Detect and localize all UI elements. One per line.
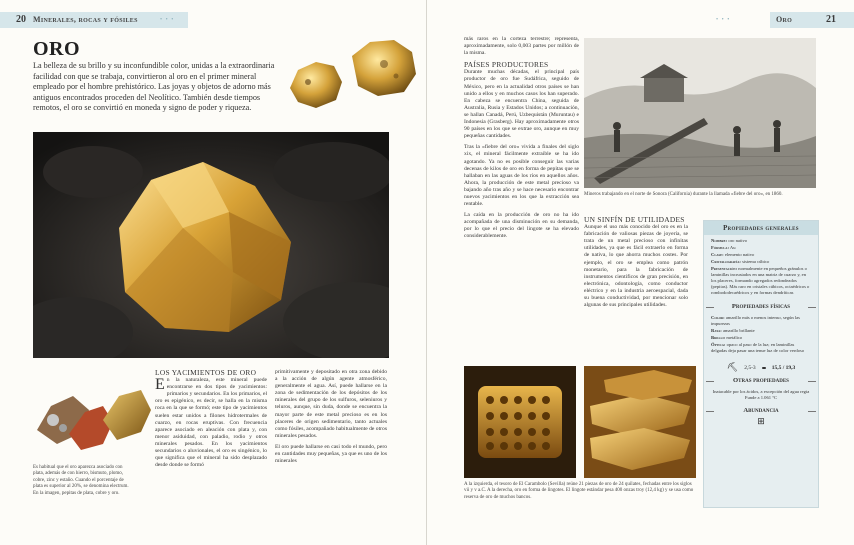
gold-on-rock-image	[33, 132, 389, 358]
property-value: Au	[729, 245, 736, 250]
left-page-number: 20	[16, 14, 26, 25]
density-icon	[762, 367, 766, 369]
column-paises	[464, 36, 579, 245]
right-running-head: Oro	[776, 15, 793, 24]
property-value: oro nativo	[727, 238, 748, 243]
page-title: ORO	[33, 38, 81, 60]
property-value: opaco al paso de la luz; en laminillas delgadas deja pasar una tenue luz de color verdoso	[711, 342, 805, 353]
property-key: Color:	[711, 315, 725, 320]
property-key: Óptica:	[711, 342, 726, 347]
property-key: Brillo:	[711, 335, 726, 340]
physical-properties-header: Propiedades físicas	[704, 303, 818, 310]
treasure-caption: A la izquierda, el tesoro de El Carambolo (Sevilla) reúne 21 piezas de oro de 24 quilates, fechadas entre los siglos vii y v a.C. A la derecha, oro en forma de lingotes. El lingote estándar pesa 400 onzas troy (12,4 kg) y se usa como reserva de oro de muchos bancos.	[464, 482, 694, 500]
gold-nuggets-image	[286, 36, 426, 116]
density-value: 15,5 / 19,3	[771, 364, 796, 371]
general-property-item	[711, 252, 811, 258]
property-key: Fórmula:	[711, 245, 730, 250]
property-value: sistema cúbico	[740, 259, 770, 264]
yacimientos-column-1	[155, 369, 267, 473]
physical-property-item	[711, 342, 811, 354]
property-value: elemento nativo	[723, 252, 755, 257]
general-property-item	[711, 245, 811, 251]
general-property-item	[711, 238, 811, 244]
property-key: Presentación:	[711, 266, 738, 271]
property-key: Clase:	[711, 252, 724, 257]
property-value: metálico	[725, 335, 743, 340]
yacimientos-p2: primitivamente y depositado en otra zona debido a la acción de algún agente atmosférico, generalmente el agua. Así, puede hallarse en la zona de sedimentación de los depósitos de los minerales del grupo de los sulfuros, seleniuros y teluros, aunque, sin duda, donde se encuentra la mayor parte de este metal precioso es en los placeres de origen sedimentario, tanto actuales como fósiles, acompañado habitualmente de otros minerales pesados.	[275, 369, 387, 439]
general-properties-list	[704, 235, 818, 300]
general-property-item	[711, 259, 811, 265]
property-value: amarillo más o menos intenso, según las impurezas	[711, 315, 800, 326]
header-dots-right: • • •	[716, 17, 731, 23]
header-dots-left: • • •	[160, 17, 175, 23]
col3-p0: más raros en la corteza terrestre; representa, aproximadamente, solo 0,003 partes por millón de la misma.	[464, 36, 579, 57]
right-page-number: 21	[826, 14, 836, 25]
property-key: Cristalografía:	[711, 259, 741, 264]
general-property-item	[711, 266, 811, 296]
column-utilidades	[584, 216, 688, 313]
properties-panel	[703, 220, 819, 508]
paises-heading: PAÍSES PRODUCTORES	[464, 60, 549, 70]
physical-properties-list	[704, 312, 818, 358]
miners-engraving-image	[584, 38, 816, 188]
carambolo-treasure-image	[464, 366, 576, 478]
other-properties-header: Otras propiedades	[704, 377, 818, 384]
property-value: normalmente en pequeños gránulos o laminillas incrustados en una matriz de cuarzo y, en los placeres, formando agregados redondeados (pepitas). Más raro en cristales cúbicos, octaédricos o rombododecaédricos y en formas dendríticas	[711, 266, 810, 295]
specimen-caption: Es habitual que el oro aparezca asociado con plata, además de con hierro, bismuto, plomo, cobre, zinc y estaño. Cuando el porcentaje de plata es superior al 20%, se denomina electrum. En la imagen, pepitas de plata, cobre y oro.	[33, 465, 129, 496]
yacimientos-p1: n la naturaleza, este mineral puede encontrarse en dos tipos de yacimientos: primarios y secundarios. En los primarios, el oro es epigénico, es decir, se halla en la misma roca en la que se formó; este tipo de yacimientos suelen estar unidos a filones hidrotermales de cuarzo, en rocas eruptivas. Con frecuencia aparece asociado en aleación con plata y, con menor asiduidad, con paladio, rodio y otros minerales pesados. En los yacimientos secundarios o aluvionales, el oro es singénico, lo que significa que el mineral ha sido desplazado desde donde se formó	[155, 377, 267, 469]
col3-p2: Tras la «fiebre del oro» vivida a finales del siglo xix, el mineral fácilmente extraíble se ha ido agotando. Ya no es posible conseguir las varias decenas de kilos de oro en forma de pepitas que se hallaban en las aguas de los ríos en aquellos años. Ahora, la producción de este metal precioso va bajando año tras año y se hace necesario encontrar nuevos yacimientos en los que la extracción sea rentable.	[464, 144, 579, 208]
hardness-density-row	[704, 362, 818, 373]
other-properties-text: Inatacable por los ácidos, a excepción del agua regia Funde a 1.061 °C	[712, 389, 810, 400]
left-running-head: Minerales, rocas y fósiles	[33, 15, 138, 24]
physical-property-item	[711, 335, 811, 341]
gold-ingots-image	[584, 366, 696, 478]
intro-text: La belleza de su brillo y su inconfundible color, unidas a la extraordinaria facilidad con que se trabaja, convirtieron al oro en el primer mineral empleado por el hombre prehistórico. Las joyas y objetos de adorno más antiguos encontrados proceden del Neolítico. También desde tiempos remotos, el oro se convirtió en moneda y signo de poder y riqueza.	[33, 61, 275, 113]
general-properties-header: Propiedades generales	[704, 221, 818, 235]
yacimientos-column-2	[275, 369, 387, 469]
col3-p3: La caída en la producción de oro no ha ido acompañada de una disminución en su demanda, por lo que el precio del lingote se ha elevado considerablemente.	[464, 212, 579, 240]
utilidades-heading: UN SINFÍN DE UTILIDADES	[584, 215, 685, 224]
abundance-icon: ⊞	[757, 416, 765, 426]
property-key: Nombre:	[711, 238, 728, 243]
property-key: Raya:	[711, 328, 722, 333]
hardness-value: 2,5-3	[744, 364, 756, 371]
abundance-header: Abundancia	[704, 407, 818, 414]
physical-property-item	[711, 315, 811, 327]
col4-p1: Aunque el uso más conocido del oro es en la fabricación de valiosas piezas de joyería, se trata de un metal precioso con infinitas utilidades, ya que es fácil extraerlo en forma de nativa, lo que ahorra muchos costes. Por ejemplo, el oro se emplea como patrón monetario, para la fabricación de instrumentos científicos de gran precisión, en electrónica, odontología, como conductor eléctrico y en la industria aeroespacial, dada su buena conductividad, por mencionar solo algunas de sus principales utilidades.	[584, 224, 688, 309]
silver-copper-gold-specimen-image	[33, 370, 153, 460]
yacimientos-heading: LOS YACIMIENTOS DE ORO	[155, 368, 257, 377]
miners-caption: Mineros trabajando en el norte de Sonora (California) durante la llamada «fiebre del oro», en 1860.	[584, 192, 783, 197]
physical-property-item	[711, 328, 811, 334]
page-gutter	[426, 0, 427, 545]
drop-cap: E	[155, 376, 165, 394]
yacimientos-p3: El oro puede hallarse en casi todo el mundo, pero en cantidades muy pequeñas, ya que es uno de los minerales	[275, 443, 387, 465]
property-value: amarillo brillante	[721, 328, 755, 333]
col3-p1: Durante muchas décadas, el principal país productor de oro fue Sudáfrica, seguido de México, pero en la actualidad otros países se han unido a ellos y en muchos casos los han superado. En cabeza se encuentra China, seguida de Australia, Rusia y Estados Unidos; a continuación, se hallan Canadá, Perú, Uzbequistán (Muruntau) e Indonesia (Grasberg). Hay aproximadamente otros 90 países en los que se extrae oro, aunque en muy pequeñas cantidades.	[464, 69, 579, 140]
pick-icon: ⛏	[726, 362, 739, 372]
